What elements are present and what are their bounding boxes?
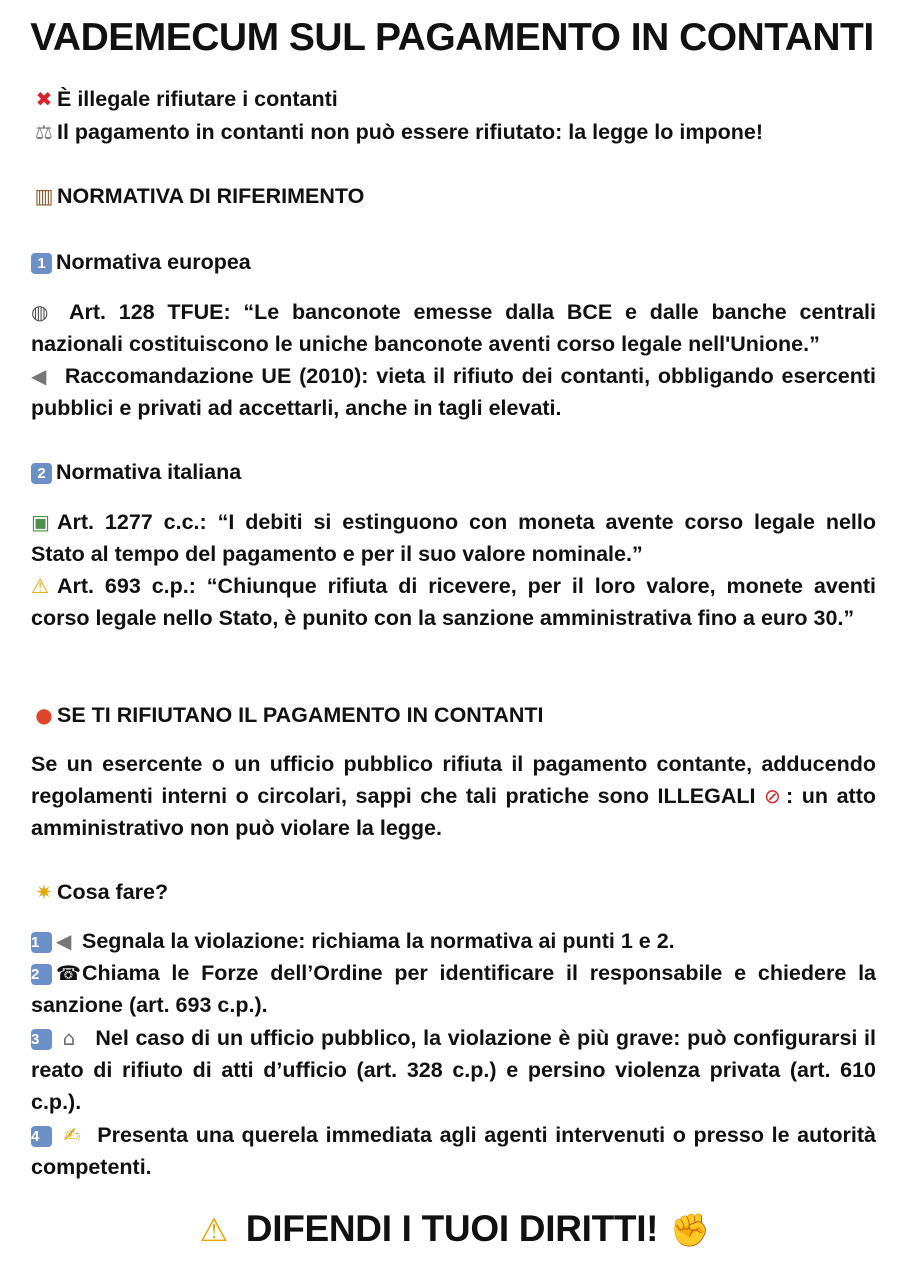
banknote-icon: ▣ — [31, 510, 50, 534]
todo-step: 1 ◀ Segnala la violazione: richiama la normativa ai punti 1 e 2. — [31, 925, 876, 957]
classical-building-icon: ⌂ — [62, 1026, 76, 1050]
scroll-icon: ▥ — [34, 184, 54, 208]
telephone-icon: ☎ — [56, 961, 81, 985]
warning-icon: ⚠ — [31, 574, 49, 598]
intro-line-2: ⚖ Il pagamento in contanti non può essere rifiutato: la legge lo impone! — [31, 116, 876, 148]
eu-heading: 1 Normativa europea — [31, 246, 876, 278]
light-bulb-icon: ✷ — [35, 880, 53, 904]
todo-heading: ✷ Cosa fare? — [31, 876, 876, 908]
todo-step: 2 ☎Chiama le Forze dell’Ordine per identificare il responsabile e chiedere la sanzione (art. 693 c.p.). — [31, 957, 876, 1021]
keycap-number-icon: 3 — [31, 1029, 52, 1050]
it-heading: 2 Normativa italiana — [31, 456, 876, 488]
eu-art128: ◍ Art. 128 TFUE: “Le banconote emesse dalla BCE e dalle banche centrali nazionali costituiscono le uniche banconote aventi corso legale nell'Unione.” — [31, 296, 876, 360]
angry-face-icon: ● — [35, 703, 53, 727]
writing-hand-icon: ✍ — [63, 1123, 81, 1147]
reference-heading: ▥ NORMATIVA DI RIFERIMENTO — [31, 180, 876, 212]
it-art693: ⚠ Art. 693 c.p.: “Chiunque rifiuta di ricevere, per il loro valore, monete aventi corso legale nello Stato, è punito con la sanzione amministrativa fino a euro 30.” — [31, 570, 876, 634]
refusal-heading: ● SE TI RIFIUTANO IL PAGAMENTO IN CONTANTI — [31, 699, 876, 731]
footer-slogan: ⚠ DIFENDI I TUOI DIRITTI! ✊ — [0, 1208, 904, 1250]
globe-icon: ◍ — [31, 300, 49, 324]
warning-icon: ⚠ — [199, 1211, 228, 1249]
todo-step: 3 ⌂ Nel caso di un ufficio pubblico, la violazione è più grave: può configurarsi il reato di rifiuto di atti d’ufficio (art. 328 c.p.) e persino violenza privata (art. 610 c.p.). — [31, 1022, 876, 1118]
intro-line-1: ✖ È illegale rifiutare i contanti — [31, 83, 876, 115]
raised-fist-icon: ✊ — [670, 1211, 710, 1249]
it-art1277: ▣ Art. 1277 c.c.: “I debiti si estinguono con moneta avente corso legale nello Stato al tempo del pagamento e per il suo valore nominale.” — [31, 506, 876, 570]
keycap-number-icon: 2 — [31, 463, 52, 484]
page-title: VADEMECUM SUL PAGAMENTO IN CONTANTI — [30, 16, 874, 59]
megaphone-icon: ◀ — [56, 929, 72, 953]
cross-mark-icon: ✖ — [35, 87, 53, 111]
todo-step: 4 ✍ Presenta una querela immediata agli agenti intervenuti o presso le autorità competenti. — [31, 1119, 876, 1183]
keycap-number-icon: 4 — [31, 1126, 52, 1147]
refusal-paragraph: Se un esercente o un ufficio pubblico rifiuta il pagamento contante, adducendo regolamenti interni o circolari, sappi che tali pratiche sono ILLEGALI ⊘ : un atto amministrativo non può violare la legge. — [31, 752, 876, 840]
megaphone-icon: ◀ — [31, 364, 47, 388]
eu-recommendation: ◀ Raccomandazione UE (2010): vieta il rifiuto dei contanti, obbligando esercenti pubblici e privati ad accettarli, anche in tagli elevati. — [31, 360, 876, 424]
keycap-number-icon: 2 — [31, 964, 52, 985]
keycap-number-icon: 1 — [31, 253, 52, 274]
keycap-number-icon: 1 — [31, 932, 52, 953]
prohibited-icon: ⊘ — [764, 784, 781, 808]
scales-icon: ⚖ — [35, 120, 53, 144]
